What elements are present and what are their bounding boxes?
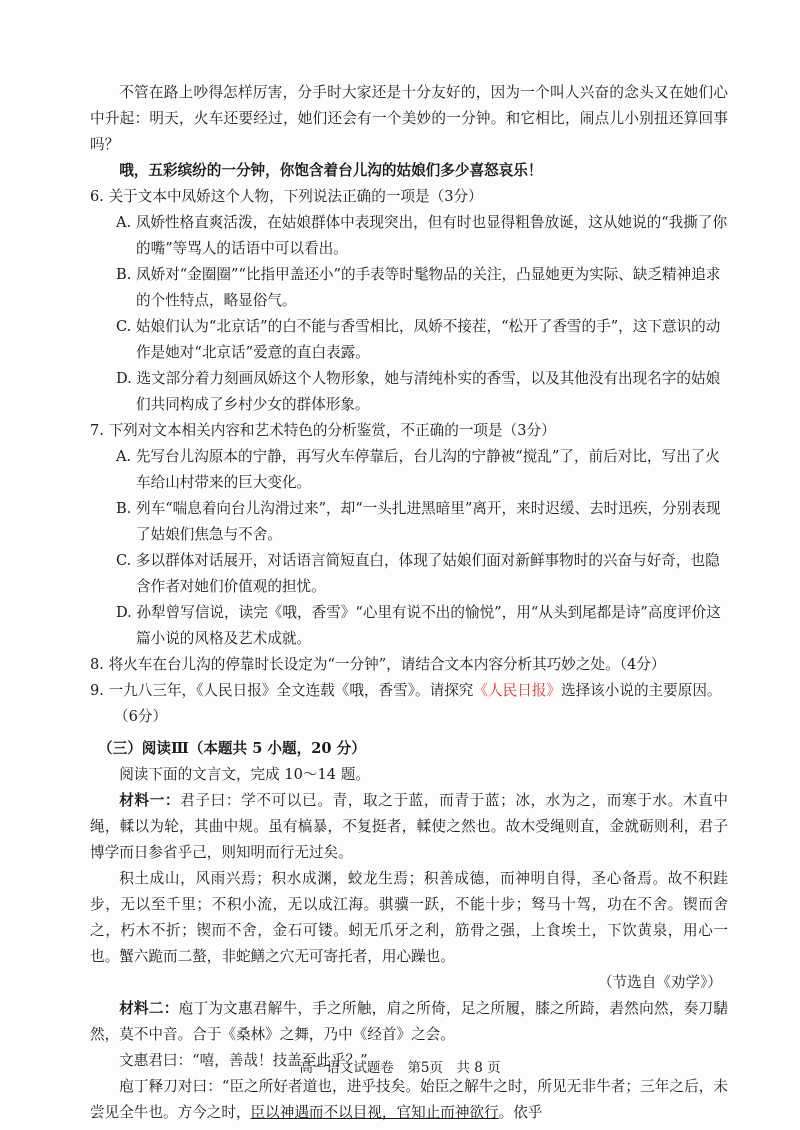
option-d: D. 选文部分着力刻画凤娇这个人物形象，她与清纯朴实的香雪，以及其他没有出现名字的姑娘们共同构成了乡村少女的群体形象。	[116, 370, 721, 413]
option-d: D. 孙犁曾写信说，读完《哦，香雪》“心里有说不出的愉悦”，用“从头到尾都是诗”高度评价这篇小说的风格及艺术成就。	[116, 604, 721, 647]
question-stem: 7. 下列对文本相关内容和艺术特色的分析鉴赏，不正确的一项是（3分）	[90, 422, 556, 439]
question-stem: 6. 关于文本中凤娇这个人物，下列说法正确的一项是（3分）	[90, 188, 483, 205]
material-text: 庖丁为文惠君解牛，手之所触，肩之所倚，足之所履，膝之所踦，砉然向然，奏刀騞然，莫不中音。合于《桑林》之舞，乃中《经首》之会。	[90, 1000, 728, 1043]
material-text: 君子曰：学不可以已。青，取之于蓝，而青于蓝；冰，水为之，而寒于水。木直中绳，輮以为轮，其曲中规。虽有槁暴，不复挺者，輮使之然也。故木受绳则直，金就砺则利，君子博学而日参省乎己，则知明而行无过矣。	[90, 792, 728, 861]
material-text-end: 。依乎	[498, 1104, 543, 1121]
question-9-text-end: 选择该小说的主要原因。（6分）	[114, 682, 722, 725]
story-paragraph: 哦，五彩缤纷的一分钟，你饱含着台儿沟的姑娘们多少喜怒哀乐！	[119, 162, 543, 179]
material-text: 庖丁释刀对曰：“臣之所好者道也，进乎技矣。始臣之解牛之时，所见无非牛者；三年之后，未尝见全牛也。方今之时，	[90, 1078, 728, 1121]
highlighted-newspaper-name: 《人民日报》	[473, 682, 561, 699]
material-2-paragraph	[90, 1074, 728, 1126]
material-source: （节选自《劝学》）	[597, 974, 722, 991]
story-paragraph: 不管在路上吵得怎样厉害，分手时大家还是十分友好的，因为一个叫人兴奋的念头又在她们心中升起：明天，火车还要经过，她们还会有一个美妙的一分钟。和它相比，闹点儿小别扭还算回事吗？	[90, 84, 728, 153]
underlined-sentence: 臣以神遇而不以目视，官知止而神欲行	[250, 1104, 499, 1121]
section-intro: 阅读下面的文言文，完成 10～14 题。	[119, 766, 370, 783]
question-9	[90, 678, 728, 730]
question-6	[90, 184, 728, 418]
option-a: A. 先写台儿沟原本的宁静，再写火车停靠后，台儿沟的宁静被“搅乱”了，前后对比，写出了火车给山村带来的巨大变化。	[116, 448, 720, 491]
option-a: A. 凤娇性格直爽活泼，在姑娘群体中表现突出，但有时也显得粗鲁放诞，这从她说的“我撕了你的嘴”等骂人的话语中可以看出。	[116, 214, 728, 257]
question-9-text: 9. 一九八三年，《人民日报》全文连载《哦，香雪》。请探究	[90, 682, 474, 699]
option-c: C. 姑娘们认为“北京话”的白不能与香雪相比，凤娇不接茬，“松开了香雪的手”，这下意识的动作是她对“北京话”爱意的直白表露。	[116, 318, 721, 361]
material-1-paragraph: 积土成山，风雨兴焉；积水成渊，蛟龙生焉；积善成德，而神明自得，圣心备焉。故不积跬步，无以至千里；不积小流，无以成江海。骐骥一跃，不能十步；驽马十驾，功在不舍。锲而舍之，朽木不折；锲而不舍，金石可镂。蚓无爪牙之利，筋骨之强，上食埃土，下饮黄泉，用心一也。蟹六跪而二螯，非蛇鳝之穴无可寄托者，用心躁也。	[90, 870, 728, 965]
material-label: 材料二：	[119, 1000, 179, 1017]
question-7	[90, 418, 728, 652]
material-2-paragraph	[90, 996, 728, 1048]
material-2-paragraph: 文惠君曰：“嘻，善哉！技盖至此乎？”	[119, 1052, 368, 1069]
option-b: B. 凤娇对“金圈圈”“比指甲盖还小”的手表等时髦物品的关注，凸显她更为实际、缺乏精神追求的个性特点，略显俗气。	[116, 266, 721, 309]
material-label: 材料一：	[119, 792, 181, 809]
page-footer: 高一语文试题卷 第5页 共 8 页	[299, 1060, 501, 1076]
option-c: C. 多以群体对话展开，对话语言简短直白，体现了姑娘们面对新鲜事物时的兴奋与好奇，也隐含作者对她们价值观的担忧。	[116, 552, 720, 595]
section-title: （三）阅读Ⅲ（本题共 5 小题，20 分）	[98, 740, 366, 757]
option-b: B. 列车“喘息着向台儿沟滑过来”，却“一头扎进黑暗里”离开，来时迟缓、去时迅疾，分别表现了姑娘们焦急与不舍。	[116, 500, 721, 543]
question-8: 8. 将火车在台儿沟的停靠时长设定为“一分钟”，请结合文本内容分析其巧妙之处。（4分）	[90, 656, 666, 673]
material-1-paragraph	[90, 788, 728, 866]
